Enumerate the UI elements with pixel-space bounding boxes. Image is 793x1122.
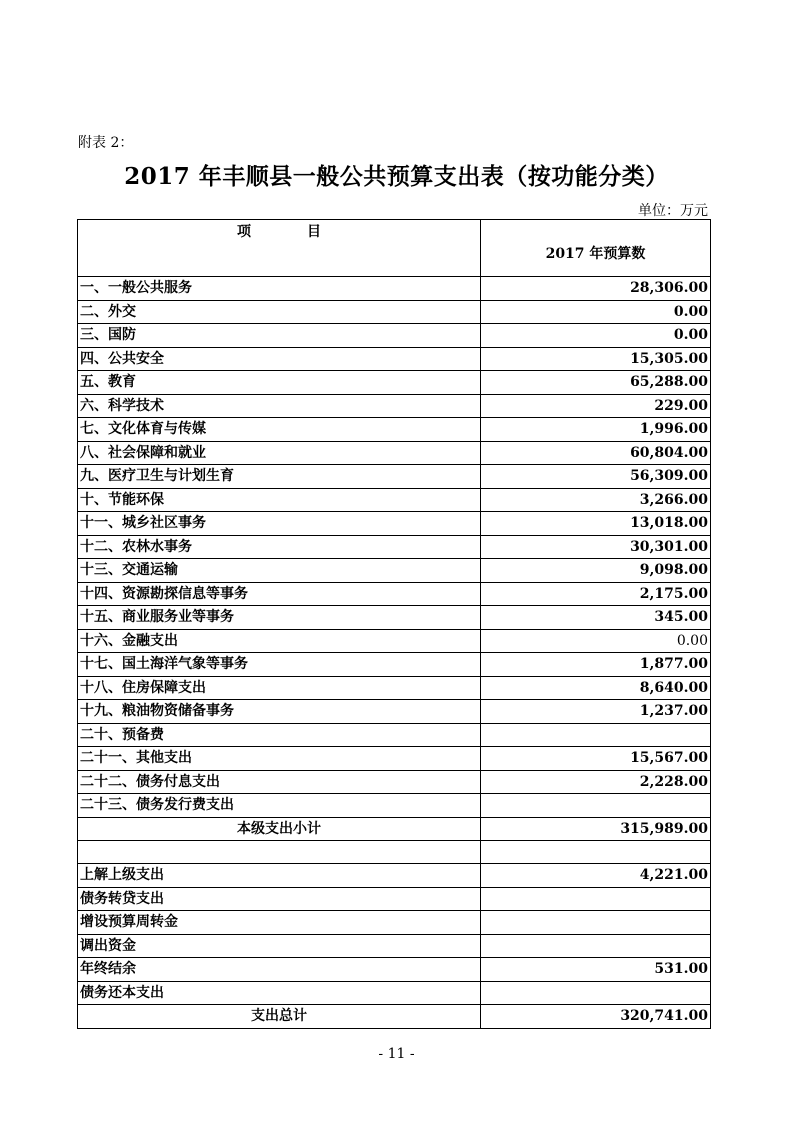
row-value: 2,175.00	[481, 582, 711, 606]
row-value: 8,640.00	[481, 676, 711, 700]
row-value: 0.00	[481, 300, 711, 324]
row-value: 1,996.00	[481, 418, 711, 442]
row-value: 345.00	[481, 606, 711, 630]
table-row	[78, 700, 711, 724]
page-title: 2017 年丰顺县一般公共预算支出表（按功能分类）	[124, 163, 669, 190]
row-value	[481, 887, 711, 911]
table-row	[78, 911, 711, 935]
row-label: 十六、金融支出	[78, 629, 481, 653]
row-label: 二、外交	[78, 300, 481, 324]
subtotal-row	[78, 817, 711, 841]
row-label: 十二、农林水事务	[78, 535, 481, 559]
row-value	[481, 981, 711, 1005]
blank-row	[78, 841, 711, 864]
row-value	[481, 911, 711, 935]
row-value: 28,306.00	[481, 277, 711, 301]
row-label: 二十三、债务发行费支出	[78, 794, 481, 818]
row-value: 9,098.00	[481, 559, 711, 583]
header-value: 2017 年预算数	[481, 220, 711, 277]
row-label: 十五、商业服务业等事务	[78, 606, 481, 630]
table-row	[78, 465, 711, 489]
attachment-label: 附表 2：	[78, 135, 134, 151]
table-row	[78, 958, 711, 982]
total-row	[78, 1005, 711, 1029]
table-row	[78, 512, 711, 536]
row-label: 增设预算周转金	[78, 911, 481, 935]
row-label: 十一、城乡社区事务	[78, 512, 481, 536]
row-value: 13,018.00	[481, 512, 711, 536]
row-value: 56,309.00	[481, 465, 711, 489]
row-value: 0.00	[481, 324, 711, 348]
header-item: 项 目	[78, 220, 481, 277]
row-value: 4,221.00	[481, 864, 711, 888]
row-label: 二十、预备费	[78, 723, 481, 747]
table-row	[78, 347, 711, 371]
row-value: 531.00	[481, 958, 711, 982]
row-value	[481, 723, 711, 747]
table-row	[78, 559, 711, 583]
table-row	[78, 441, 711, 465]
row-label: 年终结余	[78, 958, 481, 982]
row-value	[481, 794, 711, 818]
row-value: 229.00	[481, 394, 711, 418]
table-row	[78, 770, 711, 794]
row-label: 债务转贷支出	[78, 887, 481, 911]
row-label: 二十二、债务付息支出	[78, 770, 481, 794]
table-row	[78, 300, 711, 324]
row-label: 二十一、其他支出	[78, 747, 481, 771]
table-row	[78, 606, 711, 630]
table-row	[78, 981, 711, 1005]
table-row	[78, 535, 711, 559]
table-row	[78, 864, 711, 888]
row-value	[481, 841, 711, 864]
table-row	[78, 747, 711, 771]
table-row	[78, 934, 711, 958]
table-row	[78, 394, 711, 418]
total-value: 320,741.00	[481, 1005, 711, 1029]
row-label: 调出资金	[78, 934, 481, 958]
unit-label: 单位：万元	[638, 203, 708, 219]
row-label: 三、国防	[78, 324, 481, 348]
row-label: 七、文化体育与传媒	[78, 418, 481, 442]
row-label: 上解上级支出	[78, 864, 481, 888]
row-value: 15,567.00	[481, 747, 711, 771]
row-label: 十七、国土海洋气象等事务	[78, 653, 481, 677]
row-label: 四、公共安全	[78, 347, 481, 371]
row-value: 60,804.00	[481, 441, 711, 465]
page-number: - 11 -	[378, 1046, 415, 1062]
table-row	[78, 887, 711, 911]
row-value: 15,305.00	[481, 347, 711, 371]
table-row	[78, 653, 711, 677]
row-label: 八、社会保障和就业	[78, 441, 481, 465]
table-row	[78, 488, 711, 512]
row-label	[78, 841, 481, 864]
row-value: 2,228.00	[481, 770, 711, 794]
row-label: 十三、交通运输	[78, 559, 481, 583]
row-value: 3,266.00	[481, 488, 711, 512]
table-row	[78, 629, 711, 653]
row-value: 30,301.00	[481, 535, 711, 559]
row-value: 1,237.00	[481, 700, 711, 724]
budget-table	[77, 219, 711, 1029]
row-label: 十九、粮油物资储备事务	[78, 700, 481, 724]
row-value: 0.00	[481, 629, 711, 653]
row-label: 九、医疗卫生与计划生育	[78, 465, 481, 489]
row-value: 65,288.00	[481, 371, 711, 395]
table-row	[78, 582, 711, 606]
row-label: 十四、资源勘探信息等事务	[78, 582, 481, 606]
subtotal-value: 315,989.00	[481, 817, 711, 841]
table-header-row	[78, 220, 711, 277]
row-value: 1,877.00	[481, 653, 711, 677]
row-label: 一、一般公共服务	[78, 277, 481, 301]
row-label: 十八、住房保障支出	[78, 676, 481, 700]
table-row	[78, 418, 711, 442]
table-row	[78, 324, 711, 348]
total-label: 支出总计	[78, 1005, 481, 1029]
table-row	[78, 277, 711, 301]
row-label: 债务还本支出	[78, 981, 481, 1005]
row-label: 六、科学技术	[78, 394, 481, 418]
table-row	[78, 794, 711, 818]
row-value	[481, 934, 711, 958]
row-label: 五、教育	[78, 371, 481, 395]
subtotal-label: 本级支出小计	[78, 817, 481, 841]
table-row	[78, 371, 711, 395]
table-row	[78, 676, 711, 700]
table-row	[78, 723, 711, 747]
row-label: 十、节能环保	[78, 488, 481, 512]
